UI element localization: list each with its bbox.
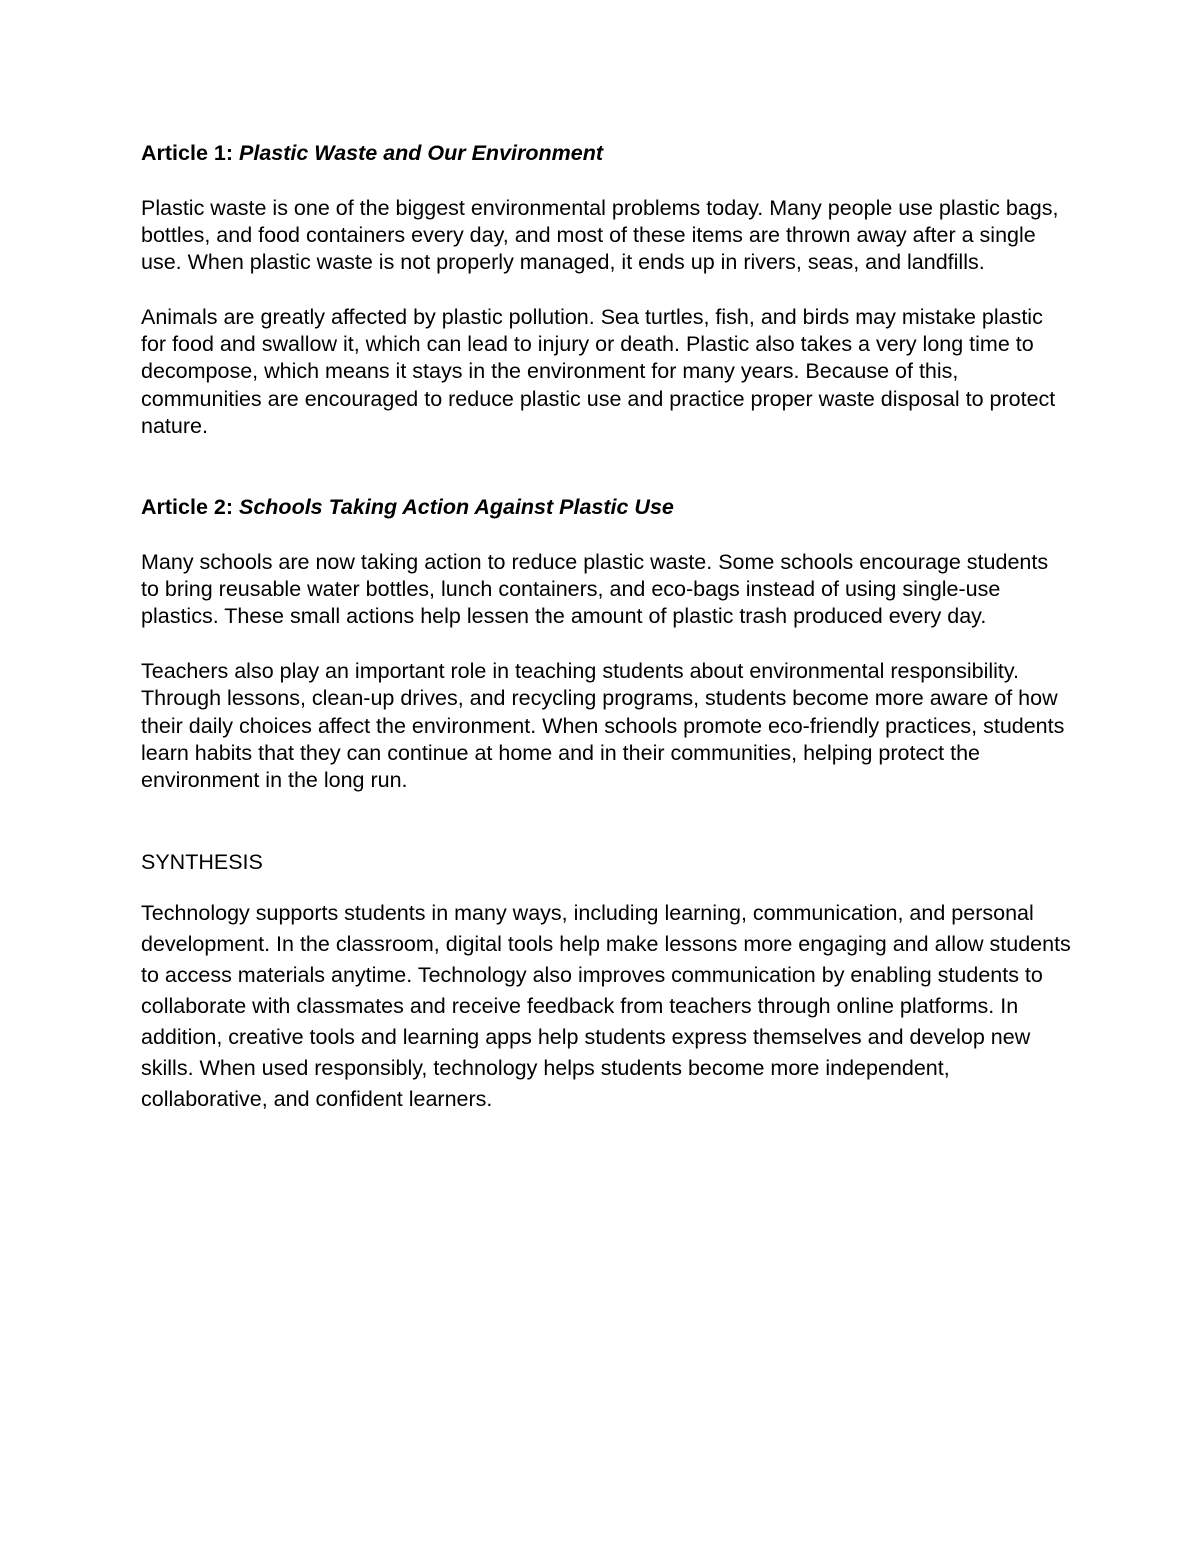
synthesis-heading: SYNTHESIS: [141, 849, 263, 874]
article-1-heading: [141, 140, 1071, 167]
article-1-paragraph-1: Plastic waste is one of the biggest environmental problems today. Many people use plastic bags, bottles, and food containers every day, and most of these items are thrown away after a single use. When plastic waste is not properly managed, it ends up in rivers, seas, and landfills.: [141, 195, 1059, 275]
section-spacer: [141, 440, 1071, 494]
synthesis-section: [141, 849, 1071, 1115]
article-2-paragraph-1: Many schools are now taking action to reduce plastic waste. Some schools encourage students to bring reusable water bottles, lunch containers, and eco-bags instead of using single-use plastics. These small actions help lessen the amount of plastic trash produced every day.: [141, 549, 1049, 629]
synthesis-paragraph: Technology supports students in many ways, including learning, communication, and personal development. In the classroom, digital tools help make lessons more engaging and allow students to access materials anytime. Technology also improves communication by enabling students to collaborate with classmates and receive feedback from teachers through online platforms. In addition, creative tools and learning apps help students express themselves and develop new skills. When used responsibly, technology helps students become more independent, collaborative, and confident learners.: [141, 900, 1071, 1111]
article-2-title: Schools Taking Action Against Plastic Use: [239, 495, 674, 520]
article-2-label: Article 2:: [141, 495, 234, 520]
article-2: [141, 494, 1071, 794]
article-1-title: Plastic Waste and Our Environment: [239, 141, 603, 165]
section-spacer: [141, 795, 1071, 849]
article-1-label: Article 1:: [141, 141, 234, 165]
article-2-heading: [141, 494, 1071, 521]
article-2-paragraph-2: Teachers also play an important role in teaching students about environmental responsibility. Through lessons, clean-up drives, and recycling programs, students become more aware of how their daily choices affect the environment. When schools promote eco-friendly practices, students learn habits that they can continue at home and in their communities, helping protect the environment in the long run.: [141, 659, 1065, 793]
document-body: [141, 140, 1071, 1115]
article-1: [141, 140, 1071, 440]
article-1-paragraph-2: Animals are greatly affected by plastic pollution. Sea turtles, fish, and birds may mistake plastic for food and swallow it, which can lead to injury or death. Plastic also takes a very long time to decompose, which means it stays in the environment for many years. Because of this, communities are encouraged to reduce plastic use and practice proper waste disposal to protect nature.: [141, 304, 1056, 438]
